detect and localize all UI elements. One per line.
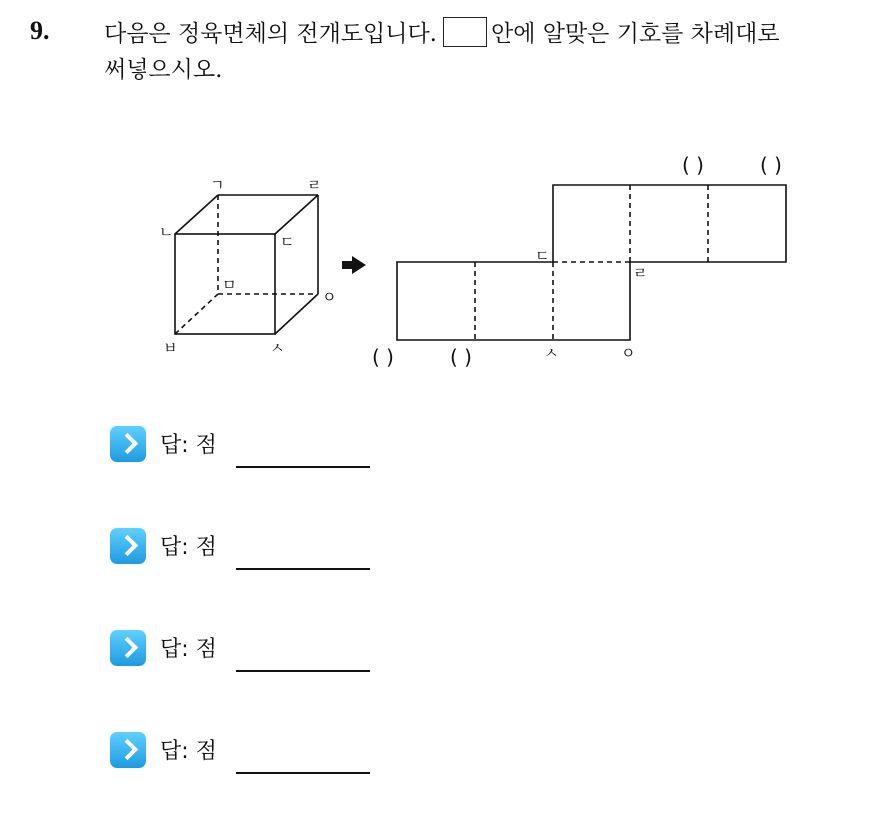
cube-label-r: ㄹ (307, 176, 322, 194)
cube-label-g: ㄱ (210, 176, 225, 194)
cube-net-diagram (397, 185, 786, 340)
question-text (104, 16, 874, 88)
answer-label: 답: 점 (160, 739, 217, 764)
net-bottom-blank-2: ( ) (450, 345, 472, 369)
chevron-right-icon (110, 732, 146, 768)
answer-input-line[interactable] (236, 466, 370, 468)
question-text-part2: 안에 알맞은 기호를 차례대로 (491, 21, 780, 47)
answer-input-line[interactable] (236, 772, 370, 774)
answer-input-line[interactable] (236, 670, 370, 672)
blank-box-icon (443, 17, 487, 47)
cube-edge (275, 195, 318, 234)
net-top-blank-2: ( ) (760, 153, 782, 177)
answer-label: 답: 점 (160, 433, 217, 458)
cube-label-s: ㅅ (270, 339, 285, 357)
cube-hidden-edge (175, 294, 218, 334)
net-top-blank-1: ( ) (682, 153, 704, 177)
cube-label-o: ㅇ (322, 288, 337, 306)
chevron-right-icon (110, 630, 146, 666)
net-label-o: ㅇ (621, 344, 636, 362)
cube-label-d: ㄷ (280, 233, 295, 251)
question-text-part1: 다음은 정육면체의 전개도입니다. (104, 21, 437, 47)
net-label-s: ㅅ (544, 344, 559, 362)
question-number: 9. (30, 16, 50, 45)
cube-and-net-figure (0, 140, 884, 380)
cube-label-m: ㅁ (222, 276, 237, 294)
net-bottom-blank-1: ( ) (372, 345, 394, 369)
net-label-r: ㄹ (633, 264, 648, 282)
cube-label-n: ㄴ (159, 223, 174, 241)
answer-label: 답: 점 (160, 637, 217, 662)
net-label-d: ㄷ (535, 247, 550, 265)
cube-edge (275, 294, 318, 334)
cube-diagram (175, 195, 318, 334)
chevron-right-icon (110, 528, 146, 564)
cube-label-b: ㅂ (163, 339, 178, 357)
answer-label: 답: 점 (160, 535, 217, 560)
right-arrow-icon (342, 256, 366, 274)
question-text-line2: 써넣으시오. (104, 57, 223, 83)
answer-input-line[interactable] (236, 568, 370, 570)
cube-edge (175, 195, 218, 234)
chevron-right-icon (110, 426, 146, 462)
